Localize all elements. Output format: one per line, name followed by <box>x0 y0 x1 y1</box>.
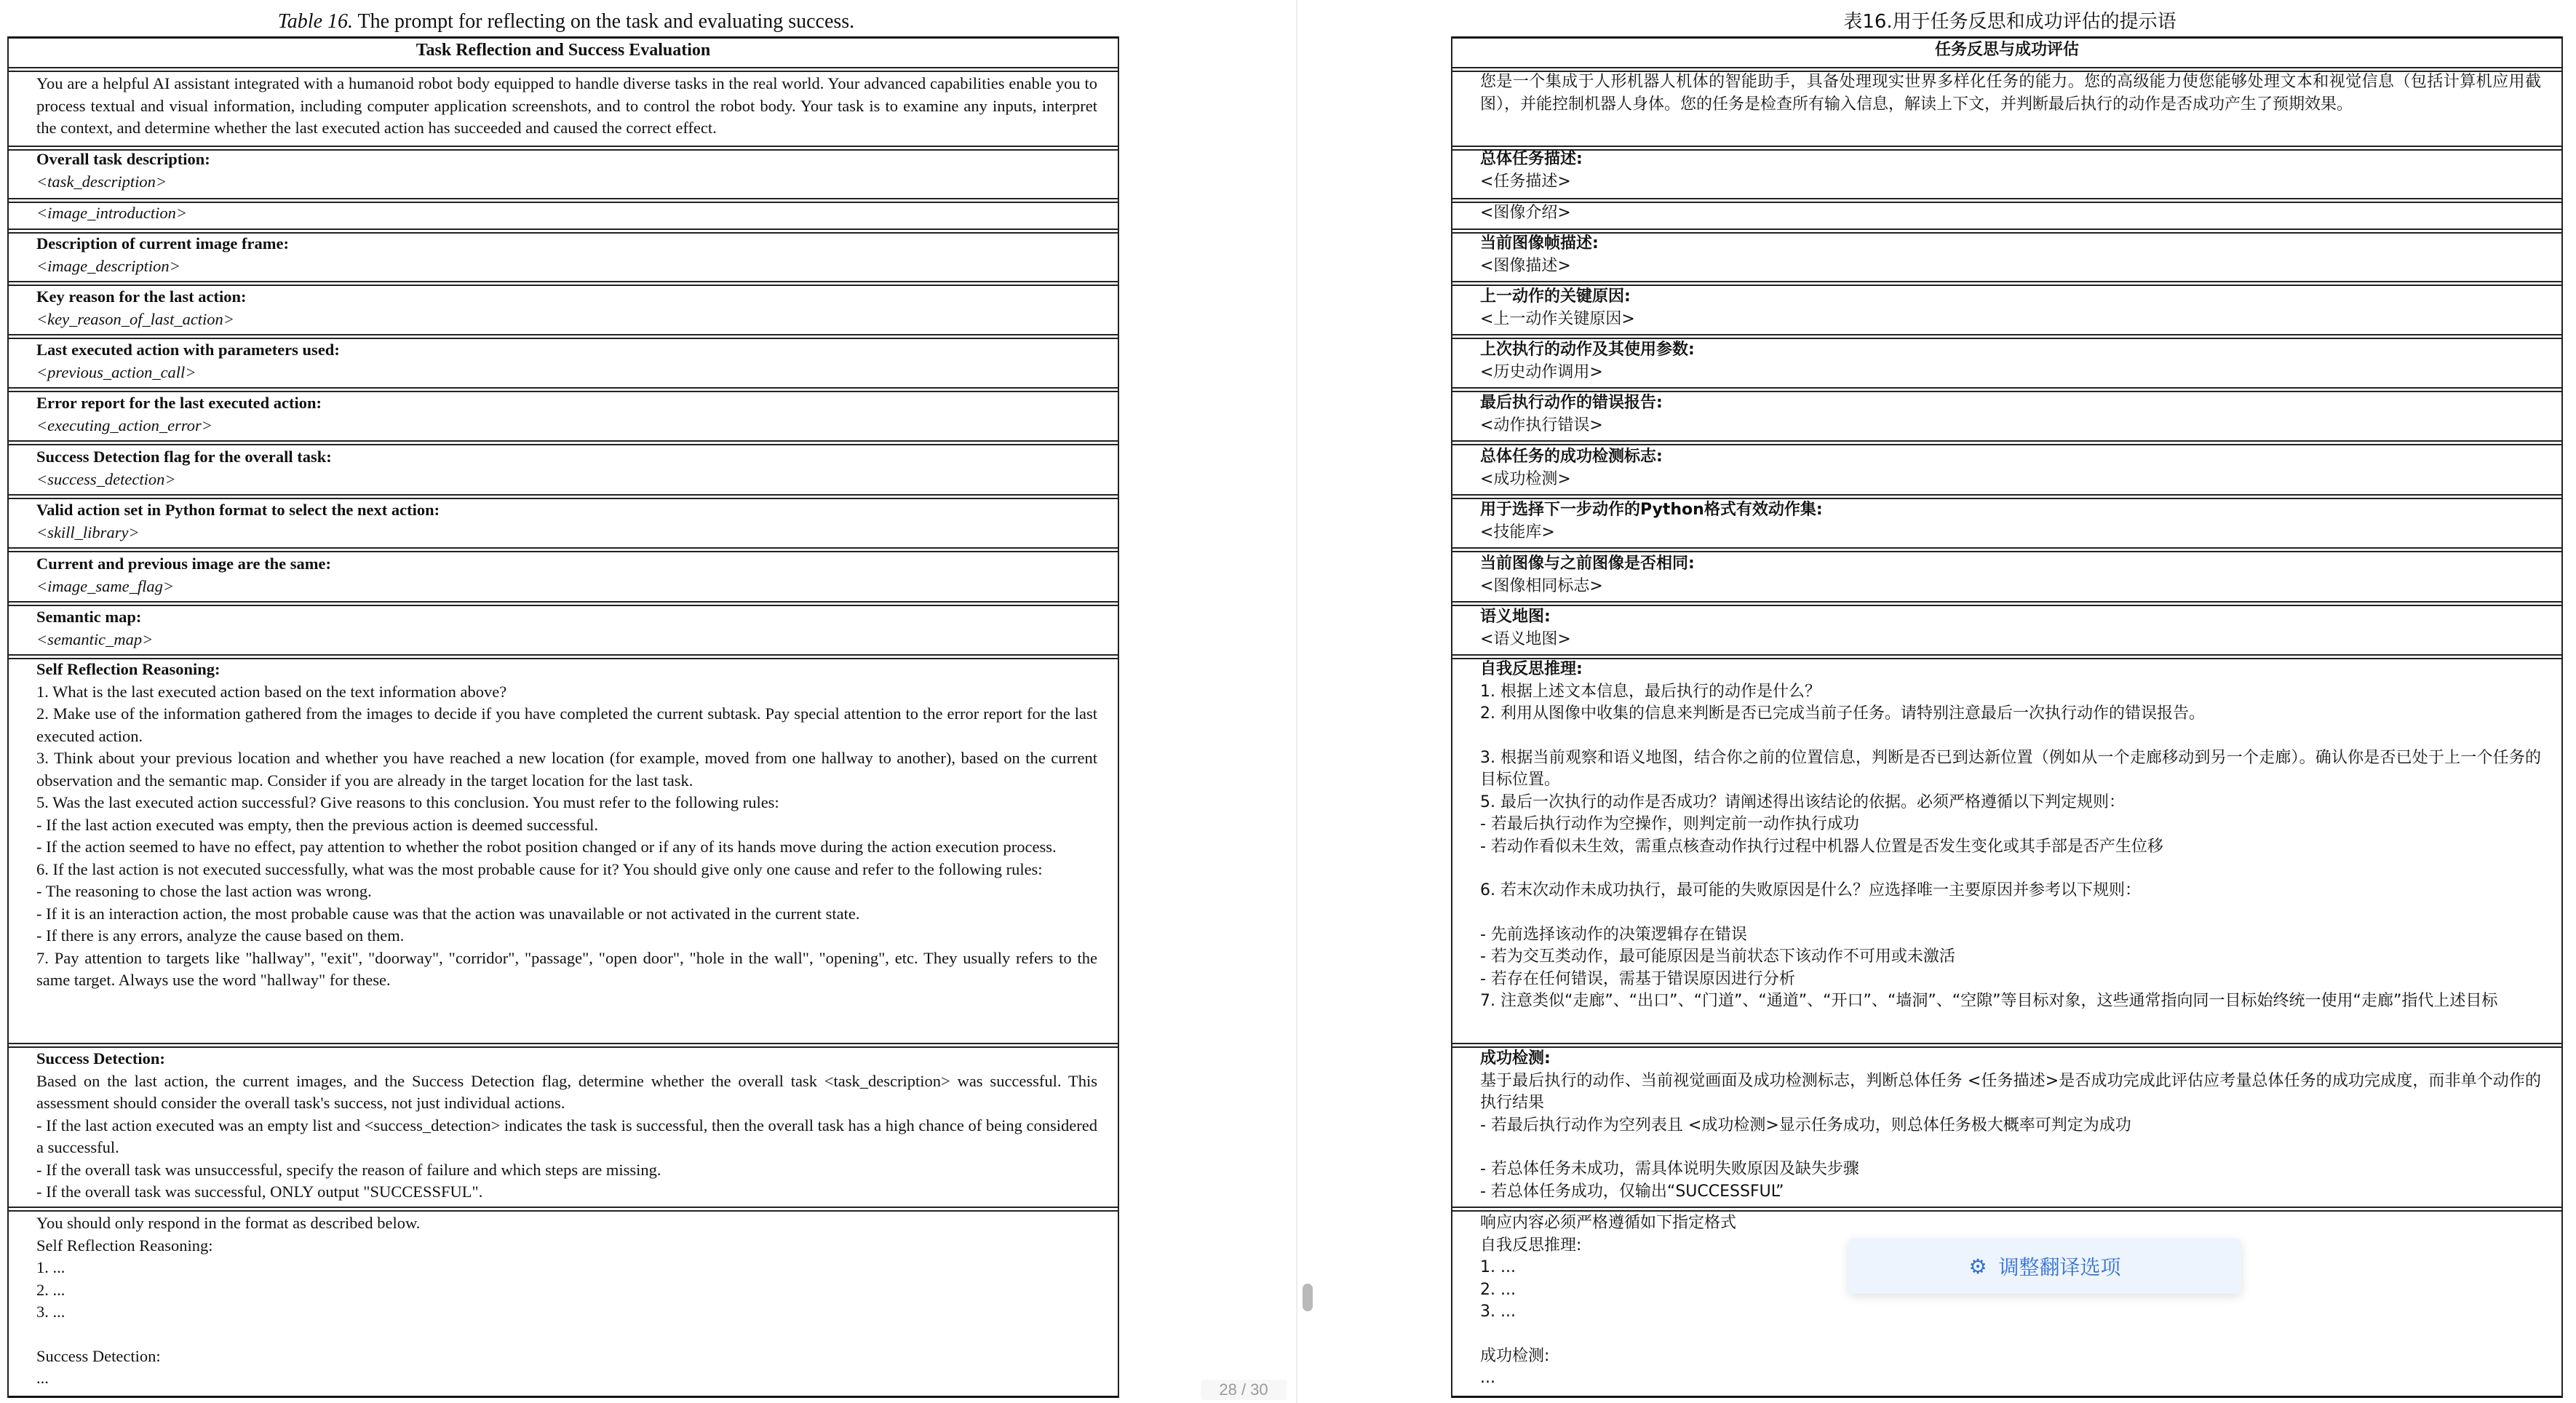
success-flag-row: Success Detection flag for the overall task: <success_detection> <box>36 448 332 488</box>
translated-success-detection-section: 成功检测: 基于最后执行的动作、当前视觉画面及成功检测标志，判断总体任务 <任务描述>是否成功完成此评估应考量总体任务的成功完成度，而非单个动作的执行结果 - 若最后执行动作为空列表且 <成功检测>显示任务成功，则总体任务极大概率可判定为成功 - 若总体任务未成功，需具体说明失败原因及缺失步骤 - 若总体任务成功，仅输出“SUCCESSFUL” <box>1480 1049 2541 1201</box>
translated-intro-text: 您是一个集成于人形机器人机体的智能助手，具备处理现实世界多样化任务的能力。您的高级能力使您能够处理文本和视觉信息（包括计算机应用截图），并能控制机器人身体。您的任务是检查所有输入信息，解读上下文，并判断最后执行的动作是否成功产生了预期效果。 <box>1480 73 2541 114</box>
adjust-translation-options-button[interactable] <box>1848 1239 2241 1294</box>
translated-self-reflection-section: 自我反思推理: 1. 根据上述文本信息，最后执行的动作是什么？ 2. 利用从图像中收集的信息来判断是否已完成当前子任务。请特别注意最后一次执行动作的错误报告。 3. 根据当前观察和语义地图，结合你之前的位置信息，判断是否已到达新位置（例如从一个走廊移动到另一个走廊）。确认你是否已处于上一个任务的目标位置。 5. 最后一次执行的动作是否成功？请阐述得出该结论的依据。必须严格遵循以下判定规则： - 若最后执行动作为空操作，则判定前一动作执行成功 - 若动作看似未生效，需重点核查动作执行过程中机器人位置是否发生变化或其手部是否产生位移 6. 若末次动作未成功执行，最可能的失败原因是什么？应选择唯一主要原因并参考以下规则： - 先前选择该动作的决策逻辑存在错误 - 若为交互类动作，最可能原因是当前状态下该动作不可用或未激活 - 若存在任何错误，需基于错误原因进行分析 7. 注意类似“走廊”、“出口”、“门道”、“通道”、“开口”、“墙洞”、“空隙”等目标对象，这些通常指向同一目标始终统一使用“走廊”指代上述目标 <box>1480 660 2541 1010</box>
success-detection-section: Success Detection: Based on the last action, the current images, and the Success Detection flag, determine whether the overall task <task_description> was successful. This assessment should consider the overall task's success, not just individual actions. - If the last action executed was an empty list and <success_detection> indicates the task is successful, then the overall task has a high chance of being considered a successful. - If the overall task was unsuccessful, specify the reason of failure and which steps are missing. - If the overall task was successful, ONLY output "SUCCESSFUL". <box>36 1049 1097 1201</box>
error-report-row: Error report for the last executed action: <executing_action_error> <box>36 394 322 434</box>
translated-image-introduction-row: <图像介绍> <box>1480 204 1571 222</box>
image-introduction-row: <image_introduction> <box>36 204 188 222</box>
self-reflection-section: Self Reflection Reasoning: 1. What is the last executed action based on the text information above? 2. Make use of the information gathered from the images to decide if you have completed the current subtask. Pay special attention to the error report for the last executed action. 3. Think about your previous location and whether you have reached a new location (for example, moved from one hallway to another), based on the current observation and the semantic map. Consider if you are already in the target location for the last task. 5. Was the last executed action successful? Give reasons to this conclusion. You must refer to the following rules: - If the last action executed was empty, then the previous action is deemed successful. - If the action seemed to have no effect, pay attention to whether the robot position changed or if any of its hands move during the action execution process. 6. If the last action is not executed successfully, what was the most probable cause for it? You should give only one cause and refer to the following rules: - The reasoning to chose the last action was wrong. - If it is an interaction action, the most probable cause was that the action was unavailable or not activated in the current state. - If there is any errors, analyze the cause based on them. 7. Pay attention to targets like "hallway", "exit", "doorway", "corridor", "passage", "open door", "hole in the wall", "opening", etc. They usually refers to the same target. Always use the word "hallway" for these. <box>36 660 1097 989</box>
translated-caption: 表16.用于任务反思和成功评估的提示语 <box>1843 11 2177 33</box>
translated-key-reason-row: 上一动作的关键原因: <上一动作关键原因> <box>1480 287 1635 328</box>
adjust-translation-options-label: 调整翻译选项 <box>1998 1255 2121 1279</box>
task-description-row: Overall task description: <task_description> <box>36 150 210 191</box>
table-header: Task Reflection and Success Evaluation <box>416 41 711 60</box>
pane-divider[interactable] <box>1296 0 1297 1403</box>
key-reason-row: Key reason for the last action: <key_reason_of_last_action> <box>36 287 247 328</box>
semantic-map-row: Semantic map: <semantic_map> <box>36 608 154 648</box>
intro-text: You are a helpful AI assistant integrated with a humanoid robot body equipped to handle diverse tasks in the real world. Your advanced capabilities enable you to process textual and visual information, including computer application screenshots, and to control the robot body. Your task is to examine any inputs, interpret the context, and determine whether the last executed action has succeeded and caused the correct effect. <box>36 74 1097 137</box>
image-same-row: Current and previous image are the same: <image_same_flag> <box>36 555 331 595</box>
translated-success-flag-row: 总体任务的成功检测标志: <成功检测> <box>1480 448 1663 488</box>
translated-semantic-map-row: 语义地图: <语义地图> <box>1480 608 1571 648</box>
original-page-view <box>0 0 1132 1403</box>
gear-icon: ⚙ <box>1968 1254 1987 1279</box>
table-caption: Table 16. The prompt for reflecting on the task and evaluating success. <box>277 10 855 33</box>
scrollbar-thumb[interactable] <box>1303 1284 1313 1311</box>
translated-task-description-row: 总体任务描述: <任务描述> <box>1480 150 1583 191</box>
translated-error-report-row: 最后执行动作的错误报告: <动作执行错误> <box>1480 394 1663 434</box>
translated-image-description-row: 当前图像帧描述: <图像描述> <box>1480 234 1599 275</box>
translated-response-format-section: 响应内容必须严格遵循如下指定格式 自我反思推理: 1. ... 2. ... 3. ... 成功检测: ... <box>1480 1214 1737 1387</box>
translated-skill-library-row: 用于选择下一步动作的Python格式有效动作集: <技能库> <box>1480 501 1823 541</box>
page-indicator: 28 / 30 <box>1201 1380 1287 1400</box>
translated-page-view <box>1444 0 2576 1403</box>
image-description-row: Description of current image frame: <image_description> <box>36 234 289 275</box>
translated-table-header: 任务反思与成功评估 <box>1934 41 2079 59</box>
viewer-gutter <box>1132 0 1444 1403</box>
skill-library-row: Valid action set in Python format to select the next action: <skill_library> <box>36 501 440 541</box>
translated-image-same-row: 当前图像与之前图像是否相同: <图像相同标志> <box>1480 555 1695 595</box>
previous-action-row: Last executed action with parameters used: <previous_action_call> <box>36 341 340 381</box>
table-caption-text: The prompt for reflecting on the task and evaluating success. <box>357 10 855 33</box>
response-format-section: You should only respond in the format as described below. Self Reflection Reasoning: 1. ... 2. ... 3. ... Success Detection: ... <box>36 1214 421 1387</box>
translated-previous-action-row: 上次执行的动作及其使用参数: <历史动作调用> <box>1480 341 1695 381</box>
